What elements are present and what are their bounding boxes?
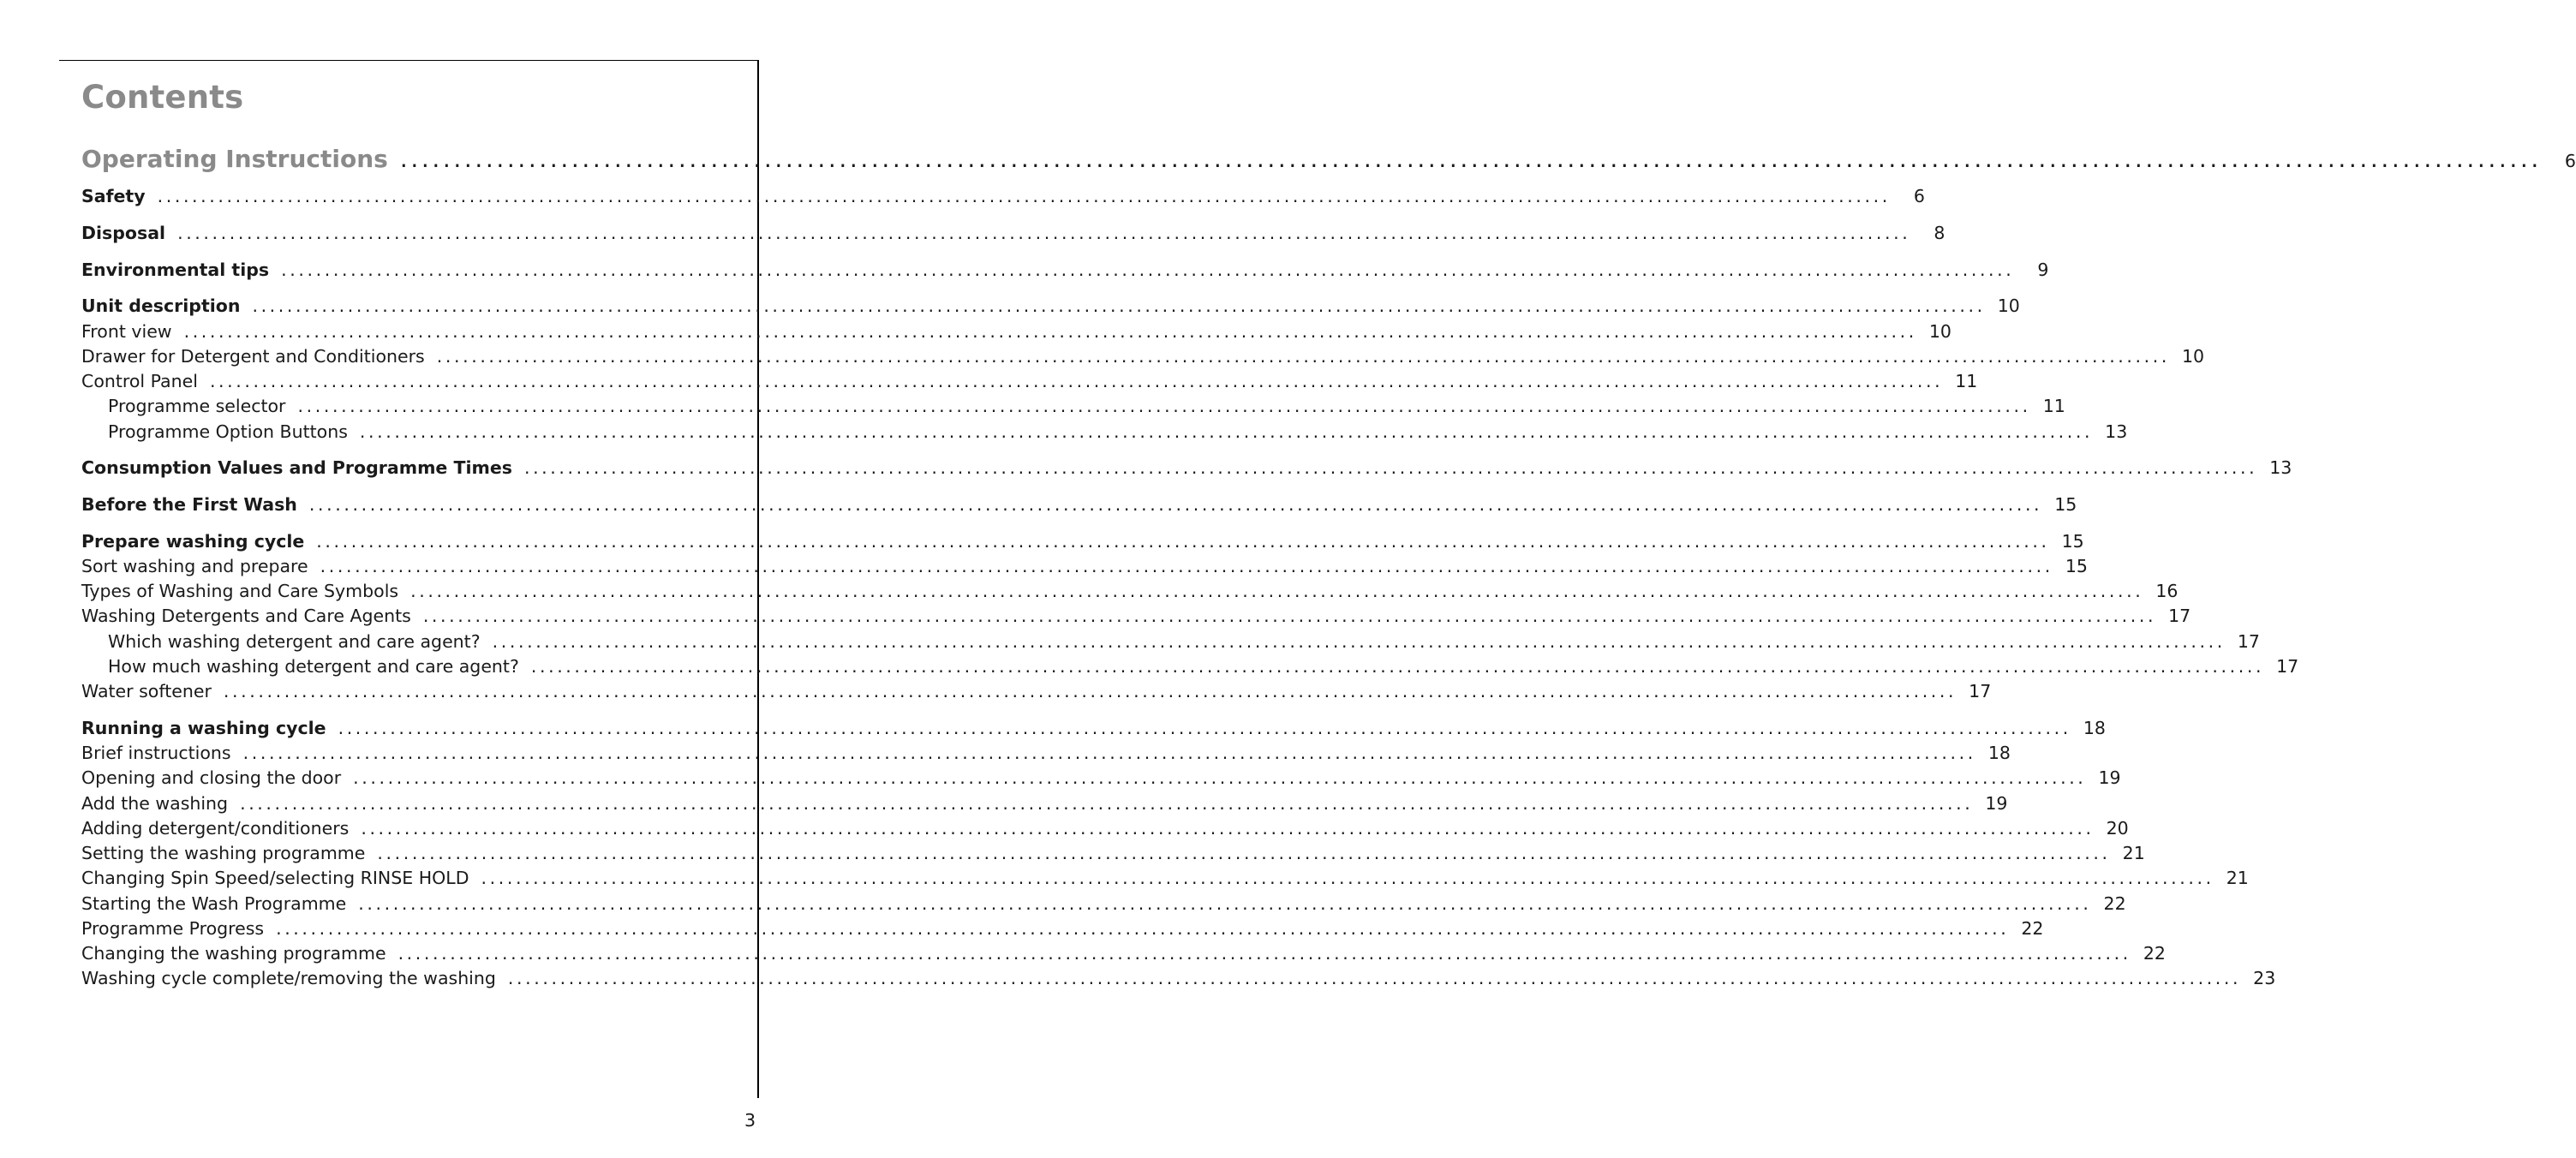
toc-leader-dots: ........................................................................................................................................................................................................ [436, 346, 2171, 367]
toc-entry-page: 22 [2103, 893, 2126, 914]
toc-subitem[interactable] [108, 421, 2128, 443]
toc-leader-dots: ........................................................................................................................................................................................................ [361, 818, 2095, 839]
toc-section[interactable] [81, 185, 1925, 207]
toc-item[interactable] [81, 867, 2249, 889]
toc-leader-dots: ........................................................................................................................................................................................................ [530, 656, 2265, 677]
toc-entry-label: Opening and closing the door [81, 767, 342, 788]
toc-entry-label: Starting the Wash Programme [81, 893, 347, 914]
toc-entry-label: Prepare washing cycle [81, 531, 305, 552]
toc-entry-page: 13 [2269, 457, 2292, 478]
toc-entry-label: Unit description [81, 295, 241, 316]
toc-entry-label: Programme selector [108, 396, 286, 416]
toc-entry-label: Sort washing and prepare [81, 556, 308, 576]
toc-entry-label: Programme Progress [81, 918, 265, 939]
toc-entry-page: 6 [2564, 151, 2576, 171]
toc-entry-label: Changing the washing programme [81, 943, 386, 964]
toc-entry-page: 6 [1913, 186, 1925, 206]
toc-item[interactable] [81, 605, 2191, 627]
toc-section[interactable] [81, 717, 2106, 739]
toc-leader-dots: ........................................................................................................................................................................................................ [316, 531, 2050, 552]
toc-leader-dots: ........................................................................................................................................................................................................ [320, 556, 2053, 576]
toc-entry-label: Washing Detergents and Care Agents [81, 606, 411, 626]
toc-leader-dots: ........................................................................................................................................................................................................ [183, 321, 1917, 342]
toc-item[interactable] [81, 370, 1978, 392]
toc-item[interactable] [81, 842, 2145, 864]
toc-entry-page: 15 [2061, 531, 2084, 552]
toc-leader-dots: ........................................................................................................................................................................................................ [359, 421, 2094, 442]
toc-entry-page: 22 [2021, 918, 2044, 939]
toc-item[interactable] [81, 320, 1951, 343]
toc-leader-dots: ........................................................................................................................................................................................................ [507, 968, 2242, 988]
toc-leader-dots: ........................................................................................................................................................................................................ [297, 396, 2031, 416]
toc-entry-label: Water softener [81, 681, 212, 701]
toc-leader-dots: ........................................................................................................................................................................................................ [410, 581, 2144, 601]
toc-entry-page: 11 [1955, 371, 1978, 391]
page-number: 3 [744, 1110, 756, 1131]
toc-leader-dots: ........................................................................................................................................................................................................ [177, 223, 1911, 243]
toc-entry-page: 20 [2106, 818, 2129, 839]
table-of-contents [81, 0, 2576, 1158]
toc-entry-label: Consumption Values and Programme Times [81, 457, 512, 478]
toc-item[interactable] [81, 817, 2129, 839]
toc-item[interactable] [81, 555, 2088, 577]
toc-item[interactable] [81, 742, 2011, 764]
toc-entry-page: 19 [2098, 767, 2121, 788]
toc-leader-dots: ........................................................................................................................................................................................................ [481, 868, 2214, 888]
toc-item[interactable] [81, 792, 2008, 815]
toc-entry-label: Drawer for Detergent and Conditioners [81, 346, 425, 367]
toc-entry-page: 16 [2155, 581, 2179, 601]
toc-part-heading[interactable] [81, 145, 2576, 176]
toc-item[interactable] [81, 767, 2121, 789]
toc-entry-label: Add the washing [81, 793, 229, 814]
toc-entry-label: Types of Washing and Care Symbols [81, 581, 399, 601]
toc-leader-dots: ........................................................................................................................................................................................................ [377, 843, 2111, 863]
toc-leader-dots: ........................................................................................................................................................................................................ [397, 943, 2131, 964]
toc-leader-dots: ........................................................................................................................................................................................................ [281, 260, 2015, 280]
toc-item[interactable] [81, 892, 2126, 915]
toc-entry-page: 21 [2122, 843, 2145, 863]
toc-entry-label: Changing Spin Speed/selecting RINSE HOLD [81, 868, 469, 888]
toc-entry-page: 13 [2105, 421, 2128, 442]
toc-entry-label: Washing cycle complete/removing the washing [81, 968, 496, 988]
toc-leader-dots: ........................................................................................................................................................................................................ [209, 371, 1944, 391]
toc-entry-label: Setting the washing programme [81, 843, 366, 863]
toc-entry-label: Disposal [81, 223, 166, 243]
toc-entry-page: 17 [2168, 606, 2191, 626]
toc-entry-label: Running a washing cycle [81, 718, 326, 738]
toc-entry-page: 18 [1987, 743, 2011, 763]
toc-leader-dots: ........................................................................................................................................................................................................ [252, 295, 1986, 316]
toc-entry-page: 15 [2054, 494, 2077, 515]
toc-entry-label: Programme Option Buttons [108, 421, 348, 442]
toc-leader-dots: ........................................................................................................................................................................................................ [242, 743, 1976, 763]
toc-section[interactable] [81, 295, 2020, 317]
toc-section[interactable] [81, 222, 1945, 244]
toc-leader-dots: ........................................................................................................................................................................................................ [308, 494, 2043, 515]
toc-entry-label: Which washing detergent and care agent? [108, 631, 481, 652]
toc-entry-label: Before the First Wash [81, 494, 297, 515]
toc-entry-page: 8 [1933, 223, 1945, 243]
toc-section[interactable] [81, 530, 2084, 552]
toc-entry-page: 21 [2226, 868, 2249, 888]
toc-item[interactable] [81, 967, 2276, 989]
toc-subitem[interactable] [108, 395, 2065, 417]
toc-item[interactable] [81, 345, 2205, 367]
toc-entry-label: Operating Instructions [81, 145, 388, 173]
toc-leader-dots: ........................................................................................................................................................................................................ [240, 793, 1974, 814]
toc-section[interactable] [81, 493, 2077, 516]
toc-entry-page: 15 [2065, 556, 2088, 576]
toc-entry-page: 17 [2276, 656, 2299, 677]
toc-entry-page: 17 [1969, 681, 1992, 701]
toc-item[interactable] [81, 580, 2179, 602]
toc-entry-label: Control Panel [81, 371, 198, 391]
toc-entry-page: 18 [2083, 718, 2106, 738]
toc-leader-dots: ........................................................................................................................................................................................................ [492, 631, 2226, 652]
toc-entry-page: 22 [2143, 943, 2166, 964]
toc-item[interactable] [81, 917, 2044, 940]
toc-entry-page: 10 [1928, 321, 1951, 342]
toc-leader-dots: ........................................................................................................................................................................................................ [338, 718, 2071, 738]
toc-entry-page: 17 [2237, 631, 2260, 652]
toc-entry-label: Environmental tips [81, 260, 270, 280]
toc-item[interactable] [81, 942, 2166, 964]
page-title: Contents [81, 79, 244, 116]
toc-entry-page: 10 [2182, 346, 2205, 367]
toc-leader-dots: ........................................................................................................................................................................................................ [422, 606, 2157, 626]
toc-entry-label: Brief instructions [81, 743, 231, 763]
toc-subitem[interactable] [108, 630, 2260, 653]
toc-entry-label: Adding detergent/conditioners [81, 818, 350, 839]
toc-leader-dots: ........................................................................................................................................................................................................ [399, 145, 2542, 173]
toc-leader-dots: ........................................................................................................................................................................................................ [157, 186, 1891, 206]
toc-entry-label: Safety [81, 186, 146, 206]
toc-leader-dots: ........................................................................................................................................................................................................ [353, 767, 2087, 788]
toc-entry-label: Front view [81, 321, 172, 342]
toc-entry-page: 9 [2037, 260, 2049, 280]
toc-leader-dots: ........................................................................................................................................................................................................ [223, 681, 1957, 701]
toc-leader-dots: ........................................................................................................................................................................................................ [358, 893, 2092, 914]
toc-section[interactable] [81, 259, 2049, 281]
toc-item[interactable] [81, 680, 1992, 702]
toc-entry-page: 19 [1985, 793, 2008, 814]
toc-entry-label: How much washing detergent and care agent? [108, 656, 519, 677]
toc-section[interactable] [81, 457, 2292, 479]
toc-subitem[interactable] [108, 655, 2299, 677]
toc-leader-dots: ........................................................................................................................................................................................................ [523, 457, 2258, 478]
toc-entry-page: 10 [1997, 295, 2020, 316]
toc-leader-dots: ........................................................................................................................................................................................................ [276, 918, 2010, 939]
toc-entry-page: 23 [2253, 968, 2276, 988]
toc-entry-page: 11 [2042, 396, 2065, 416]
